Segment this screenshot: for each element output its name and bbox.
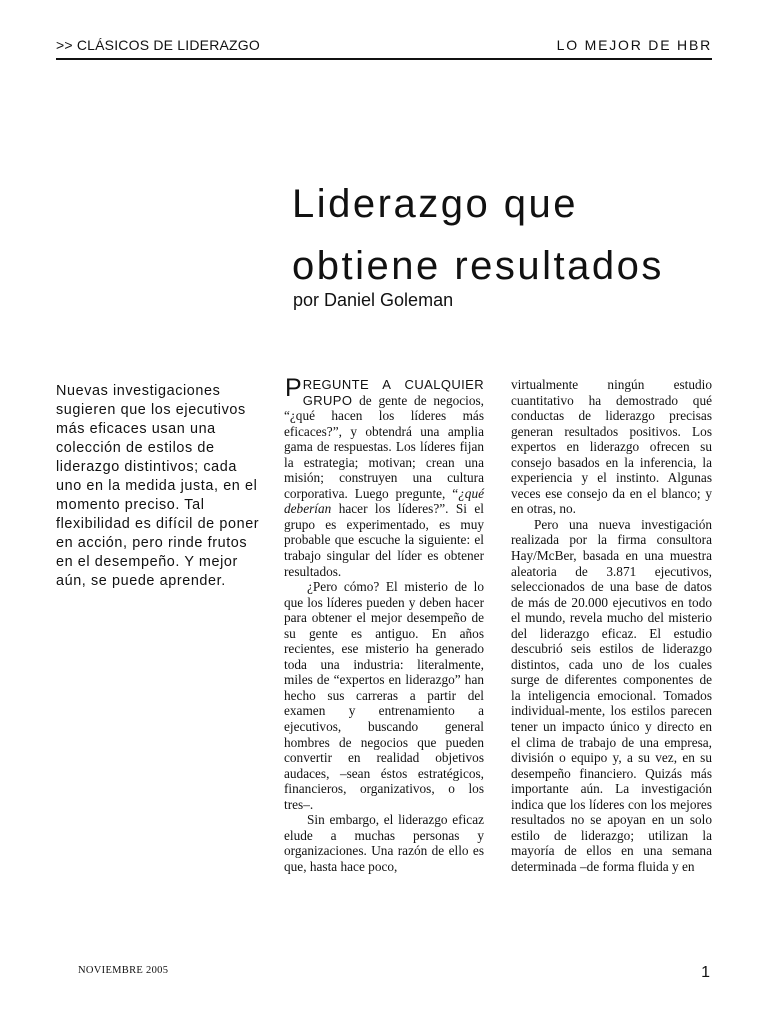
body-column-2 [511, 377, 712, 875]
paragraph-1-text-b: hacer los líderes?”. Si el grupo es experimentado, es muy probable que escuche la siguiente: el trabajo singular del líder es obtener resultados. [284, 501, 484, 579]
header-rule [56, 58, 712, 60]
paragraph-1-text-a: de gente de negocios, “¿qué hacen los líderes más eficaces?”, y obtendrá una amplia gama de respuestas. Los líderes fijan la estrategia; motivan; crean una misión; construyen una cultura corporativa. Luego pregunte, “ [284, 392, 484, 501]
byline: por Daniel Goleman [293, 290, 454, 310]
running-header-section: >> CLÁSICOS DE LIDERAZGO [56, 37, 260, 53]
page-number: 1 [701, 964, 710, 981]
paragraph-4: Pero una nueva investigación realizada por la firma consultora Hay/McBer, basada en una muestra aleatoria de 3.871 ejecutivos, seleccionados de una base de datos de más de 20.000 ejecutivos en todo el mundo, revela mucho del misterio del liderazgo eficaz. El estudio descubrió seis estilos de liderazgo distintos, cada uno de los cuales surge de diferentes componentes de la inteligencia emocional. Tomados individual-mente, los estilos parecen tener un impacto único y directo en el clima de trabajo de una empresa, división o equipo y, a su vez, en su desempeño financiero. Quizás más importante aún. La investigación indica que los líderes con los mejores resultados no se apoyan en un solo estilo de liderazgo; utilizan la mayoría de ellos en una semana determinada –de forma fluida y en [511, 516, 712, 874]
paragraph-1-italic: ¿qué deberían [284, 485, 484, 517]
article-title [292, 173, 732, 297]
title-line-1: Liderazgo que [292, 182, 579, 226]
footer-issue-date: NOVIEMBRE 2005 [78, 965, 169, 976]
article-dek: Nuevas investigaciones sugieren que los ejecutivos más eficaces usan una colección de estilos de liderazgo distintivos; cada uno en la medida justa, en el momento preciso. Tal flexibilidad es difícil de poner en acción, pero rinde frutos en el desempeño. Y mejor aún, se puede aprender. [56, 383, 260, 589]
paragraph-3-continued: virtualmente ningún estudio cuantitativo ha demostrado qué conductas de liderazgo precisas generan resultados positivos. Los expertos en liderazgo ofrecen su consejo basados en la inferencia, la experiencia y el instinto. Algunas veces ese consejo da en el blanco; y en otras, no. [511, 377, 712, 517]
paragraph-2: ¿Pero cómo? El misterio de lo que los líderes pueden y deben hacer para obtener el mejor desempeño de su gente es antiguo. En años recientes, ese misterio ha generado toda una industria: literalmente, miles de “expertos en liderazgo” han hecho sus carreras a partir del examen y entrenamiento a ejecutivos, buscando general hombres de negocios que pueden convertir en realidad objetivos audaces, –sean éstos estratégicos, financieros, organizativos, o los tres–. [284, 579, 484, 812]
drop-cap: P [285, 374, 302, 402]
paragraph-3: Sin embargo, el liderazgo eficaz elude a muchas personas y organizaciones. Una razón de ello es que, hasta hace poco, [284, 812, 484, 874]
body-column-1 [284, 374, 484, 875]
title-line-2: obtiene resultados [292, 244, 664, 288]
lead-in-smallcaps: REGUNTE A CUALQUIER GRUPO [302, 377, 484, 408]
running-header-publication: LO MEJOR DE HBR [556, 37, 712, 53]
paragraph-1 [284, 374, 484, 579]
